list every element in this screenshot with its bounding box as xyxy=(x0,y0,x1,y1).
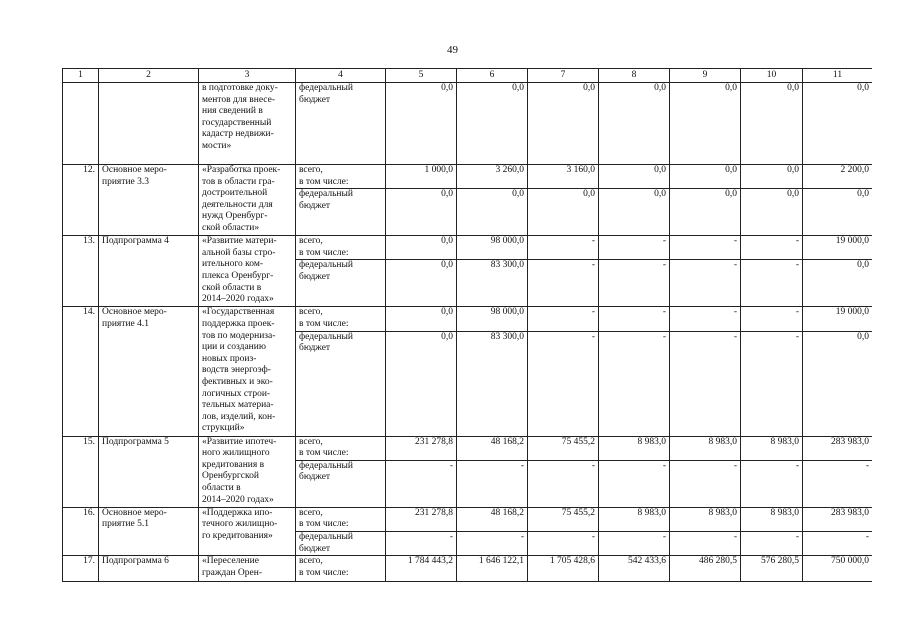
amount-cell: 0,0 xyxy=(599,165,670,189)
amount-cell: 98 000,0 xyxy=(457,307,528,331)
amount-cell: 576 280,5 xyxy=(741,556,803,582)
row-number: 12. xyxy=(63,165,99,236)
column-header: 4 xyxy=(296,69,386,83)
amount-cell: 1 000,0 xyxy=(386,165,457,189)
amount-cell: 3 160,0 xyxy=(528,165,599,189)
table-row xyxy=(63,236,873,260)
amount-cell: 750 000,0 xyxy=(803,556,873,582)
table-row xyxy=(63,507,873,531)
amount-cell: - xyxy=(803,531,873,555)
funding-source: всего, в том числе: xyxy=(296,307,386,331)
amount-cell: - xyxy=(741,236,803,260)
amount-cell: - xyxy=(528,260,599,307)
funding-source: всего, в том числе: xyxy=(296,165,386,189)
row-number xyxy=(63,83,99,165)
column-header: 10 xyxy=(741,69,803,83)
amount-cell: 83 300,0 xyxy=(457,260,528,307)
amount-cell: - xyxy=(599,531,670,555)
amount-cell: - xyxy=(670,307,741,331)
funding-source: всего, в том числе: xyxy=(296,556,386,582)
amount-cell: 1 646 122,1 xyxy=(457,556,528,582)
amount-cell: 8 983,0 xyxy=(741,507,803,531)
amount-cell: - xyxy=(528,531,599,555)
event-description: «Развитие ипотеч- ного жилищного кредитования в Оренбургской области в 2014–2020 годах» xyxy=(199,436,296,507)
amount-cell: 0,0 xyxy=(670,189,741,236)
funding-source: федеральный бюджет xyxy=(296,531,386,555)
amount-cell: 0,0 xyxy=(386,189,457,236)
amount-cell: 231 278,8 xyxy=(386,507,457,531)
amount-cell: - xyxy=(670,331,741,436)
amount-cell: 0,0 xyxy=(386,83,457,165)
amount-cell: 19 000,0 xyxy=(803,307,873,331)
amount-cell: 0,0 xyxy=(599,189,670,236)
amount-cell: - xyxy=(670,260,741,307)
amount-cell: - xyxy=(528,331,599,436)
amount-cell: 231 278,8 xyxy=(386,436,457,460)
event-name xyxy=(99,83,199,165)
amount-cell: - xyxy=(599,460,670,507)
event-description: в подготовке доку- ментов для внесе- ния сведений в государственный кадастр недвижи- мости» xyxy=(199,83,296,165)
amount-cell: 0,0 xyxy=(741,189,803,236)
amount-cell: 3 260,0 xyxy=(457,165,528,189)
amount-cell: 0,0 xyxy=(803,83,873,165)
column-header: 6 xyxy=(457,69,528,83)
event-description: «Переселение граждан Орен- xyxy=(199,556,296,582)
event-name: Подпрограмма 5 xyxy=(99,436,199,507)
amount-cell: 8 983,0 xyxy=(741,436,803,460)
table-body xyxy=(63,83,873,582)
amount-cell: 0,0 xyxy=(457,189,528,236)
table-row xyxy=(63,556,873,582)
row-number: 14. xyxy=(63,307,99,436)
amount-cell: 542 433,6 xyxy=(599,556,670,582)
amount-cell: 8 983,0 xyxy=(599,507,670,531)
event-name: Подпрограмма 6 xyxy=(99,556,199,582)
amount-cell: - xyxy=(599,236,670,260)
amount-cell: 0,0 xyxy=(528,189,599,236)
amount-cell: - xyxy=(528,460,599,507)
amount-cell: - xyxy=(741,260,803,307)
event-description: «Разработка проек- тов в области гра- достроительной деятельности для нужд Оренбург- ской области» xyxy=(199,165,296,236)
amount-cell: - xyxy=(528,307,599,331)
funding-source: всего, в том числе: xyxy=(296,507,386,531)
event-name: Основное меро- приятие 3.3 xyxy=(99,165,199,236)
amount-cell: 19 000,0 xyxy=(803,236,873,260)
document-sheet xyxy=(62,68,872,640)
amount-cell: - xyxy=(528,236,599,260)
row-number: 17. xyxy=(63,556,99,582)
amount-cell: 8 983,0 xyxy=(599,436,670,460)
funding-source: федеральный бюджет xyxy=(296,460,386,507)
amount-cell: 98 000,0 xyxy=(457,236,528,260)
amount-cell: - xyxy=(599,260,670,307)
amount-cell: 283 983,0 xyxy=(803,436,873,460)
amount-cell: - xyxy=(599,331,670,436)
amount-cell: 2 200,0 xyxy=(803,165,873,189)
amount-cell: 8 983,0 xyxy=(670,507,741,531)
amount-cell: - xyxy=(457,531,528,555)
table-row xyxy=(63,165,873,189)
row-number: 15. xyxy=(63,436,99,507)
amount-cell: - xyxy=(670,236,741,260)
amount-cell: 0,0 xyxy=(386,236,457,260)
event-description: «Развитие матери- альной базы стро- ительного ком- плекса Оренбург- ской области в 2014–2020 годах» xyxy=(199,236,296,307)
amount-cell: - xyxy=(741,307,803,331)
column-header: 9 xyxy=(670,69,741,83)
table-row xyxy=(63,307,873,331)
amount-cell: 83 300,0 xyxy=(457,331,528,436)
amount-cell: 486 280,5 xyxy=(670,556,741,582)
row-number: 13. xyxy=(63,236,99,307)
column-header: 7 xyxy=(528,69,599,83)
amount-cell: 0,0 xyxy=(457,83,528,165)
amount-cell: 0,0 xyxy=(386,331,457,436)
event-name: Подпрограмма 4 xyxy=(99,236,199,307)
amount-cell: - xyxy=(599,307,670,331)
page-number: 49 xyxy=(447,44,458,56)
column-header: 11 xyxy=(803,69,873,83)
amount-cell: 0,0 xyxy=(803,189,873,236)
amount-cell: 283 983,0 xyxy=(803,507,873,531)
column-header: 2 xyxy=(99,69,199,83)
event-name: Основное меро- приятие 4.1 xyxy=(99,307,199,436)
column-header: 5 xyxy=(386,69,457,83)
amount-cell: 0,0 xyxy=(670,83,741,165)
funding-source: федеральный бюджет xyxy=(296,189,386,236)
column-header: 3 xyxy=(199,69,296,83)
amount-cell: 75 455,2 xyxy=(528,507,599,531)
amount-cell: - xyxy=(386,460,457,507)
event-description: «Поддержка ипо- течного жилищно- го кредитования» xyxy=(199,507,296,555)
amount-cell: - xyxy=(457,460,528,507)
table-row xyxy=(63,436,873,460)
amount-cell: - xyxy=(741,331,803,436)
amount-cell: 48 168,2 xyxy=(457,507,528,531)
funding-source: всего, в том числе: xyxy=(296,236,386,260)
amount-cell: 0,0 xyxy=(741,165,803,189)
column-header: 8 xyxy=(599,69,670,83)
amount-cell: - xyxy=(386,531,457,555)
funding-source: федеральный бюджет xyxy=(296,331,386,436)
amount-cell: 0,0 xyxy=(528,83,599,165)
amount-cell: 8 983,0 xyxy=(670,436,741,460)
event-name: Основное меро- приятие 5.1 xyxy=(99,507,199,555)
amount-cell: 75 455,2 xyxy=(528,436,599,460)
table-row xyxy=(63,83,873,165)
amount-cell: - xyxy=(741,531,803,555)
amount-cell: 0,0 xyxy=(803,260,873,307)
amount-cell: 48 168,2 xyxy=(457,436,528,460)
amount-cell: 0,0 xyxy=(386,307,457,331)
column-header: 1 xyxy=(63,69,99,83)
amount-cell: - xyxy=(741,460,803,507)
funding-source: всего, в том числе: xyxy=(296,436,386,460)
row-number: 16. xyxy=(63,507,99,555)
amount-cell: 1 705 428,6 xyxy=(528,556,599,582)
amount-cell: - xyxy=(670,460,741,507)
amount-cell: 0,0 xyxy=(670,165,741,189)
budget-table xyxy=(62,68,872,582)
amount-cell: 0,0 xyxy=(386,260,457,307)
funding-source: федеральный бюджет xyxy=(296,260,386,307)
amount-cell: 0,0 xyxy=(803,331,873,436)
event-description: «Государственная поддержка проек- тов по модерниза- ции и созданию новых произ- водств энергоэф- фективных и эко- логичных строи- тельных материа- лов, изделий, кон- струкций» xyxy=(199,307,296,436)
amount-cell: - xyxy=(803,460,873,507)
amount-cell: 1 784 443,2 xyxy=(386,556,457,582)
amount-cell: - xyxy=(670,531,741,555)
amount-cell: 0,0 xyxy=(599,83,670,165)
amount-cell: 0,0 xyxy=(741,83,803,165)
funding-source: федеральный бюджет xyxy=(296,83,386,165)
table-header xyxy=(63,69,873,83)
